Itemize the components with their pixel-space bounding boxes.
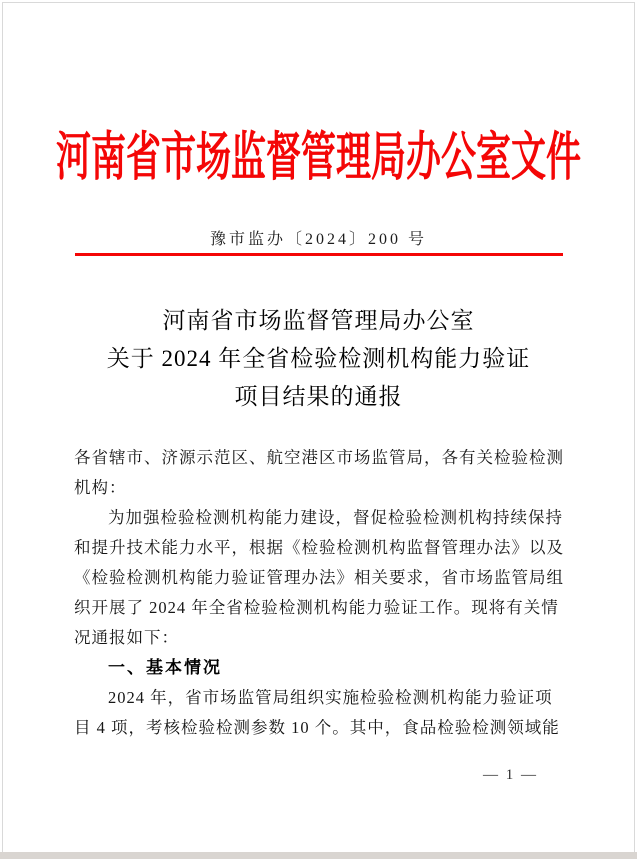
- document-number: 豫市监办〔2024〕200 号: [209, 231, 427, 248]
- section-heading-basic-situation: 一、基本情况: [108, 658, 222, 677]
- body-line-paragraph: 况通报如下：: [74, 628, 179, 647]
- document-title-line-2: 关于 2024 年全省检验检测机构能力验证: [106, 346, 531, 371]
- red-divider-line: [75, 253, 563, 256]
- body-line-paragraph: 和提升技术能力水平，根据《检验检测机构监督管理办法》以及: [74, 538, 564, 557]
- body-line-paragraph: 目 4 项，考核检验检测参数 10 个。其中，食品检验检测领域能: [74, 718, 560, 737]
- body-line-paragraph: 《检验检测机构能力验证管理办法》相关要求，省市场监管局组: [74, 568, 564, 587]
- body-line-paragraph: 织开展了 2024 年全省检验检测机构能力验证工作。现将有关情: [74, 598, 559, 617]
- document-title-line-1: 河南省市场监督管理局办公室: [162, 308, 475, 333]
- document-title-line-3: 项目结果的通报: [234, 384, 403, 409]
- body-line-salutation-1: 各省辖市、济源示范区、航空港区市场监管局，各有关检验检测: [74, 448, 564, 467]
- body-line-paragraph: 为加强检验检测机构能力建设，督促检验检测机构持续保持: [108, 508, 563, 527]
- body-line-paragraph: 2024 年，省市场监管局组织实施检验检测机构能力验证项: [108, 688, 553, 707]
- document-title: [0, 302, 637, 416]
- document-body: [74, 443, 568, 743]
- document-header-title: 河南省市场监督管理局办公室文件: [55, 128, 581, 187]
- scan-edge: [0, 852, 637, 859]
- page-number: — 1 —: [483, 767, 538, 783]
- body-line-salutation-2: 机构：: [74, 478, 127, 497]
